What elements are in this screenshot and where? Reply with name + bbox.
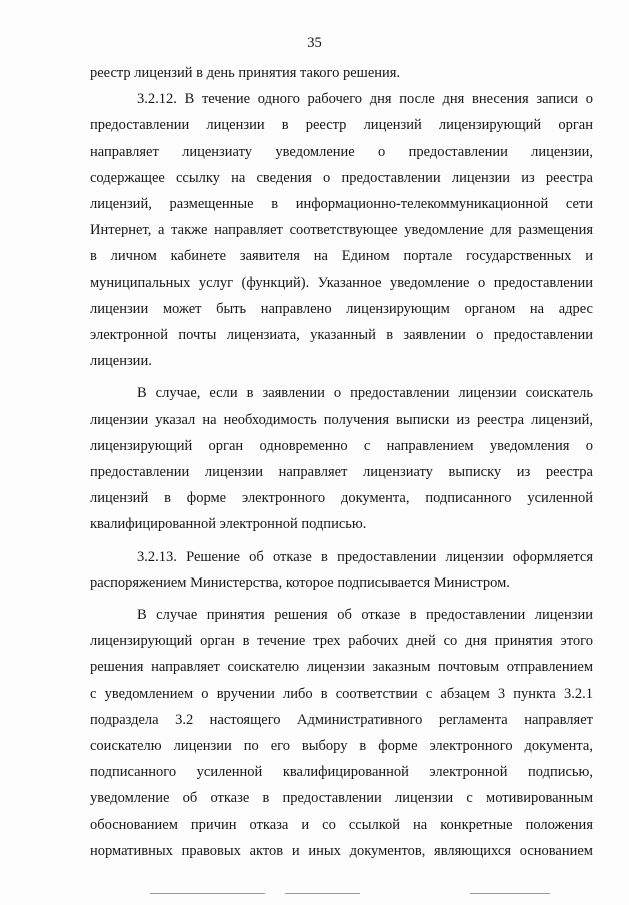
text-line: подписанного усиленной квалифицированной электронной подписью, (90, 764, 593, 781)
text-line: решения направляет соискателю лицензии заказным почтовым отправлением (90, 659, 593, 676)
text-line: лицензий в форме электронного документа, подписанного усиленной (90, 490, 593, 507)
text-line: квалифицированной электронной подписью. (90, 516, 367, 533)
scan-edge-mark (470, 893, 550, 894)
text-line: реестр лицензий в день принятия такого решения. (90, 65, 401, 81)
text-line: лицензии. (90, 353, 152, 370)
text-line: лицензий, размещенные в информационно-телекоммуникационной сети (90, 196, 593, 213)
text-line: соискателю лицензии по его выбору в форме электронного документа, (90, 738, 593, 755)
text-line: Интернет, а также направляет соответствующее уведомление для размещения (90, 222, 593, 239)
text-line: в личном кабинете заявителя на Едином портале государственных и (90, 248, 593, 265)
text-line: электронной почты лицензиата, указанный в заявлении о предоставлении (90, 327, 593, 344)
text-line: предоставлении лицензии направляет лицензиату выписку из реестра (90, 464, 593, 481)
text-line: уведомление об отказе в предоставлении лицензии с мотивированным (90, 790, 593, 807)
scan-edge-mark (150, 893, 265, 894)
text-line: направляет лицензиату уведомление о предоставлении лицензии, (90, 143, 593, 160)
text-line: предоставлении лицензии в реестр лицензий лицензирующий орган (90, 117, 593, 134)
text-line: подраздела 3.2 настоящего Административного регламента направляет (90, 711, 593, 728)
text-line: обоснованием причин отказа и со ссылкой на конкретные положения (90, 816, 593, 833)
text-line: содержащее ссылку на сведения о предоставлении лицензии из реестра (90, 169, 593, 186)
scan-edge-mark (285, 893, 360, 894)
paragraph-first-line: В случае, если в заявлении о предоставлении лицензии соискатель (137, 385, 593, 402)
text-line: лицензии может быть направлено лицензирующим органом на адрес (90, 300, 593, 317)
text-line: распоряжением Министерства, которое подписывается Министром. (90, 574, 510, 591)
document-body (90, 60, 593, 864)
paragraph-first-line: В случае принятия решения об отказе в предоставлении лицензии (137, 607, 593, 624)
text-line: лицензирующий орган в течение трех рабочих дней со дня принятия этого (90, 633, 593, 650)
section-3-2-12-heading-line: 3.2.12. В течение одного рабочего дня после дня внесения записи о (137, 91, 593, 108)
text-line: нормативных правовых актов и иных документов, являющихся основанием (90, 842, 593, 859)
text-line: муниципальных услуг (функций). Указанное уведомление о предоставлении (90, 274, 593, 291)
text-line: лицензирующий орган одновременно с направлением уведомления о (90, 437, 593, 454)
page-number: 35 (307, 35, 322, 51)
text-line: с уведомлением о вручении либо в соответствии с абзацем 3 пункта 3.2.1 (90, 685, 593, 702)
section-3-2-13-heading-line: 3.2.13. Решение об отказе в предоставлении лицензии оформляется (137, 548, 593, 565)
text-line: лицензии указал на необходимость получения выписки из реестра лицензий, (90, 411, 593, 428)
